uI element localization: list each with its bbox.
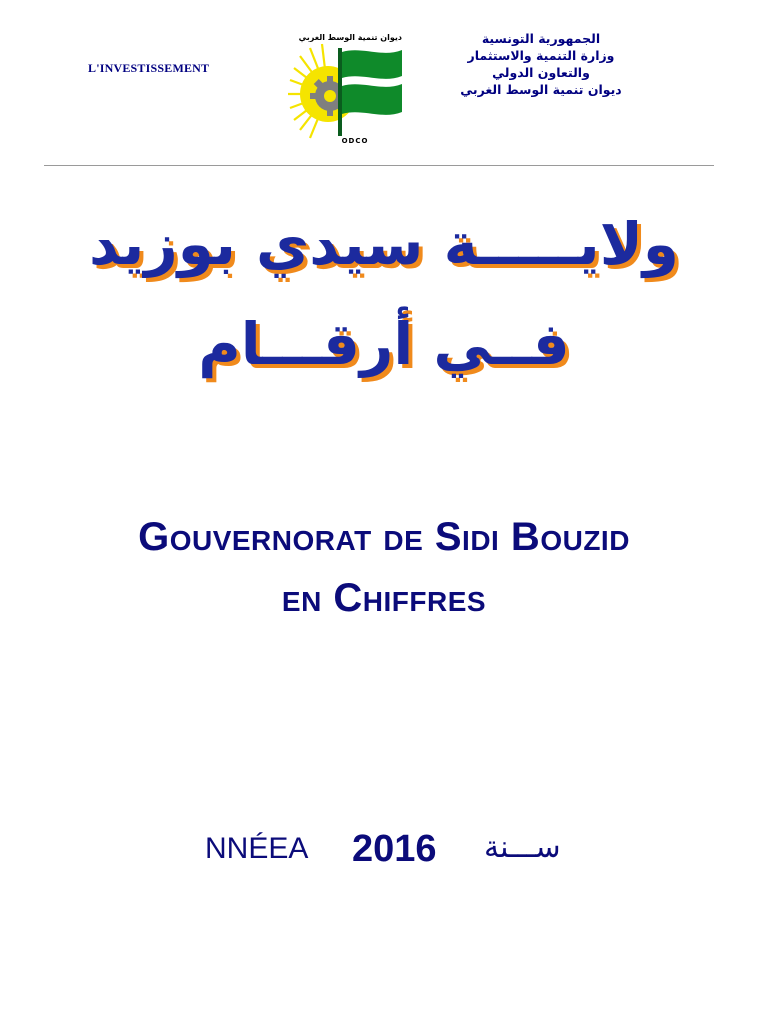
title-ar-line-1: ولايـــــة سيدي بوزيد (89, 210, 679, 278)
year-row (0, 824, 768, 884)
gear-hub (324, 90, 336, 102)
year-label-fr: NNÉEA (205, 832, 309, 865)
logo-arabic-caption: ديوان تنمية الوسط الغربي (298, 33, 402, 42)
odco-logo (286, 34, 416, 148)
header-ar-line-2: وزارة التنمية والاستثمار (467, 48, 615, 63)
ministry-block-ar (440, 30, 642, 98)
logo-acronym: ODCO (341, 137, 369, 145)
header-ar-line-4: ديوان تنمية الوسط الغربي (460, 82, 622, 97)
ministry-label-fr: L'INVESTISSEMENT (88, 61, 210, 75)
header-divider (44, 165, 714, 166)
year-label-ar: ســـنة (484, 830, 561, 865)
year-value: 2016 (352, 828, 437, 870)
header-ar-line-3: والتعاون الدولي (492, 65, 590, 80)
title-fr-line-1: Gouvernorat de Sidi Bouzid (138, 515, 630, 559)
flag-icon (338, 48, 402, 136)
header-ar-line-1: الجمهورية التونسية (481, 31, 601, 46)
title-ar-line-2: فــي أرقـــام (198, 310, 570, 378)
title-fr-line-2: en Chiffres (281, 576, 487, 620)
